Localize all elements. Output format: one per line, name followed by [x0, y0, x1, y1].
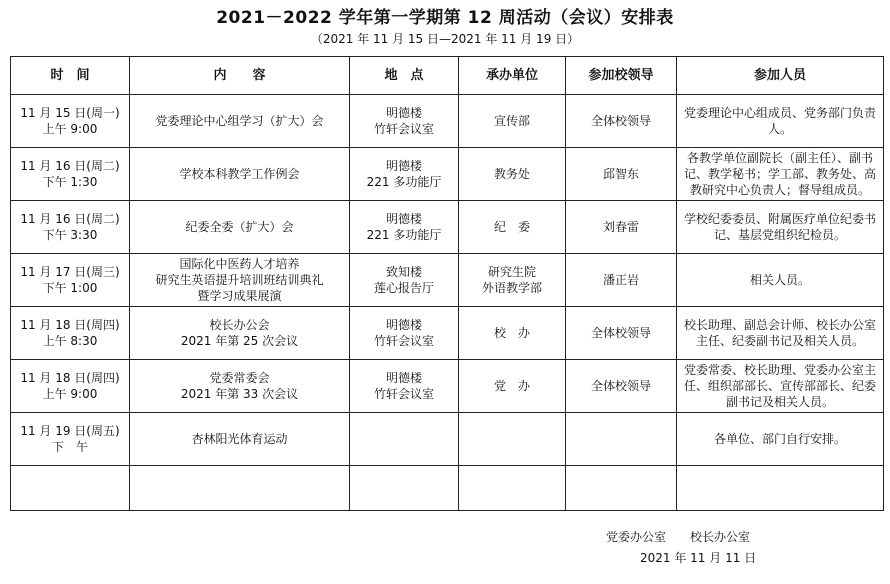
cell-participants: 相关人员。 [677, 254, 884, 307]
cell-leaders: 全体校领导 [566, 95, 677, 148]
header-time: 时 间 [11, 57, 130, 95]
cell-participants [677, 466, 884, 511]
table-row [11, 95, 884, 148]
schedule-table [10, 56, 884, 511]
cell-content: 杏林阳光体育运动 [130, 413, 350, 466]
cell-time: 11 月 17 日(周三) 下午 1:00 [11, 254, 130, 307]
cell-leaders: 全体校领导 [566, 307, 677, 360]
cell-participants: 党委常委、校长助理、党委办公室主任、组织部部长、宣传部部长、纪委副书记及相关人员。 [677, 360, 884, 413]
cell-time: 11 月 16 日(周二) 下午 1:30 [11, 148, 130, 201]
issue-date: 2021 年 11 月 11 日 [640, 551, 757, 565]
cell-leaders [566, 413, 677, 466]
cell-participants: 学校纪委委员、附属医疗单位纪委书记、基层党组织纪检员。 [677, 201, 884, 254]
header-participants: 参加人员 [677, 57, 884, 95]
cell-time: 11 月 18 日(周四) 上午 9:00 [11, 360, 130, 413]
cell-content: 党委常委会 2021 年第 33 次会议 [130, 360, 350, 413]
cell-location: 明德楼 221 多功能厅 [350, 201, 459, 254]
table-row [11, 254, 884, 307]
cell-location: 明德楼 竹轩会议室 [350, 360, 459, 413]
cell-organizer: 校 办 [459, 307, 566, 360]
cell-location: 明德楼 竹轩会议室 [350, 307, 459, 360]
cell-organizer [459, 413, 566, 466]
cell-location: 致知楼 莲心报告厅 [350, 254, 459, 307]
cell-location: 明德楼 竹轩会议室 [350, 95, 459, 148]
cell-content [130, 466, 350, 511]
cell-leaders [566, 466, 677, 511]
issuing-offices: 党委办公室 校长办公室 [606, 530, 751, 544]
cell-organizer: 研究生院 外语教学部 [459, 254, 566, 307]
cell-content: 党委理论中心组学习（扩大）会 [130, 95, 350, 148]
header-location: 地 点 [350, 57, 459, 95]
cell-location [350, 466, 459, 511]
table-row [11, 413, 884, 466]
cell-organizer: 宣传部 [459, 95, 566, 148]
cell-participants: 各教学单位副院长（副主任）、副书记、教学秘书；学工部、教务处、高教研究中心负责人；督导组成员。 [677, 148, 884, 201]
cell-location [350, 413, 459, 466]
date-range-subtitle: （2021 年 11 月 15 日—2021 年 11 月 19 日） [310, 32, 580, 46]
cell-organizer: 教务处 [459, 148, 566, 201]
cell-time: 11 月 16 日(周二) 下午 3:30 [11, 201, 130, 254]
cell-content: 纪委全委（扩大）会 [130, 201, 350, 254]
table-row [11, 307, 884, 360]
cell-time: 11 月 19 日(周五) 下 午 [11, 413, 130, 466]
cell-participants: 党委理论中心组成员、党务部门负责人。 [677, 95, 884, 148]
header-leaders: 参加校领导 [566, 57, 677, 95]
cell-leaders: 潘正岩 [566, 254, 677, 307]
cell-time: 11 月 18 日(周四) 上午 8:30 [11, 307, 130, 360]
cell-leaders: 邱智东 [566, 148, 677, 201]
cell-leaders: 刘春雷 [566, 201, 677, 254]
page-title: 2021－2022 学年第一学期第 12 周活动（会议）安排表 [216, 8, 674, 28]
cell-location: 明德楼 221 多功能厅 [350, 148, 459, 201]
table-row [11, 360, 884, 413]
cell-time: 11 月 15 日(周一) 上午 9:00 [11, 95, 130, 148]
cell-content: 国际化中医药人才培养 研究生英语提升培训班结训典礼 暨学习成果展演 [130, 254, 350, 307]
cell-time [11, 466, 130, 511]
cell-content: 学校本科教学工作例会 [130, 148, 350, 201]
table-row [11, 201, 884, 254]
table-header-row [11, 57, 884, 95]
cell-content: 校长办公会 2021 年第 25 次会议 [130, 307, 350, 360]
cell-organizer: 纪 委 [459, 201, 566, 254]
table-row [11, 466, 884, 511]
cell-organizer: 党 办 [459, 360, 566, 413]
cell-organizer [459, 466, 566, 511]
table-row [11, 148, 884, 201]
header-organizer: 承办单位 [459, 57, 566, 95]
cell-leaders: 全体校领导 [566, 360, 677, 413]
cell-participants: 各单位、部门自行安排。 [677, 413, 884, 466]
header-content: 内 容 [130, 57, 350, 95]
cell-participants: 校长助理、副总会计师、校长办公室主任、纪委副书记及相关人员。 [677, 307, 884, 360]
